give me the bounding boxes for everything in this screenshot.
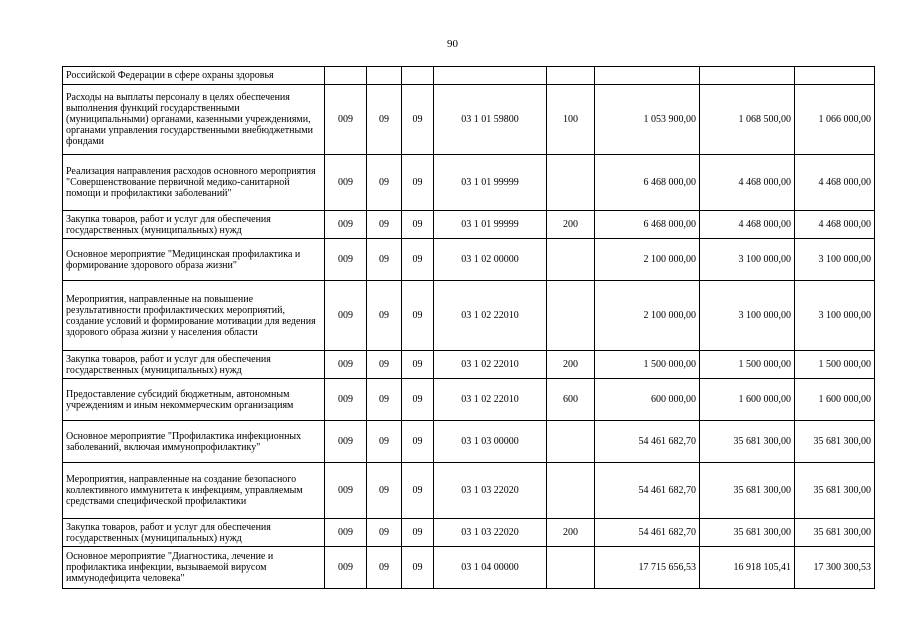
ministry-code-cell: 009	[325, 211, 367, 239]
amount-year3-cell: 4 468 000,00	[795, 211, 875, 239]
table-row	[63, 463, 875, 519]
section-code-cell: 09	[367, 547, 402, 589]
section-code-cell: 09	[367, 519, 402, 547]
table-row	[63, 67, 875, 85]
expense-type-cell: 200	[547, 351, 595, 379]
section-code-cell: 09	[367, 421, 402, 463]
amount-year3-cell: 3 100 000,00	[795, 281, 875, 351]
target-article-cell: 03 1 02 22010	[434, 281, 547, 351]
target-article-cell: 03 1 01 99999	[434, 211, 547, 239]
description-cell: Закупка товаров, работ и услуг для обеспечения государственных (муниципальных) нужд	[63, 211, 325, 239]
description-cell: Предоставление субсидий бюджетным, автономным учреждениям и иным некоммерческим организациям	[63, 379, 325, 421]
subsection-code-cell: 09	[402, 379, 434, 421]
table-row	[63, 519, 875, 547]
amount-year1-cell: 17 715 656,53	[595, 547, 700, 589]
target-article-cell: 03 1 03 22020	[434, 519, 547, 547]
target-article-cell: 03 1 02 00000	[434, 239, 547, 281]
table-row	[63, 379, 875, 421]
target-article-cell: 03 1 03 22020	[434, 463, 547, 519]
amount-year1-cell: 1 053 900,00	[595, 85, 700, 155]
ministry-code-cell: 009	[325, 281, 367, 351]
ministry-code-cell: 009	[325, 547, 367, 589]
amount-year2-cell: 35 681 300,00	[700, 519, 795, 547]
amount-year1-cell	[595, 67, 700, 85]
ministry-code-cell: 009	[325, 155, 367, 211]
expense-type-cell: 600	[547, 379, 595, 421]
description-cell: Российской Федерации в сфере охраны здоровья	[63, 67, 325, 85]
description-cell: Расходы на выплаты персоналу в целях обеспечения выполнения функций государственными (муниципальными) органами, казенными учреждениями, органами управления государственными внебюджетными фондами	[63, 85, 325, 155]
amount-year1-cell: 2 100 000,00	[595, 239, 700, 281]
subsection-code-cell: 09	[402, 155, 434, 211]
amount-year3-cell: 4 468 000,00	[795, 155, 875, 211]
expense-type-cell	[547, 67, 595, 85]
ministry-code-cell: 009	[325, 463, 367, 519]
ministry-code-cell: 009	[325, 519, 367, 547]
subsection-code-cell: 09	[402, 281, 434, 351]
amount-year2-cell: 35 681 300,00	[700, 421, 795, 463]
amount-year3-cell: 17 300 300,53	[795, 547, 875, 589]
amount-year1-cell: 54 461 682,70	[595, 519, 700, 547]
amount-year2-cell: 35 681 300,00	[700, 463, 795, 519]
description-cell: Мероприятия, направленные на повышение результативности профилактических мероприятий, создание условий и формирование мотивации для ведения здорового образа жизни у населения области	[63, 281, 325, 351]
subsection-code-cell: 09	[402, 351, 434, 379]
amount-year3-cell: 35 681 300,00	[795, 463, 875, 519]
budget-table	[62, 66, 875, 589]
section-code-cell	[367, 67, 402, 85]
expense-type-cell	[547, 547, 595, 589]
amount-year1-cell: 54 461 682,70	[595, 421, 700, 463]
target-article-cell	[434, 67, 547, 85]
table-row	[63, 547, 875, 589]
description-cell: Мероприятия, направленные на создание безопасного коллективного иммунитета к инфекциям, управляемым средствами специфической профилактики	[63, 463, 325, 519]
ministry-code-cell: 009	[325, 421, 367, 463]
amount-year2-cell: 1 500 000,00	[700, 351, 795, 379]
subsection-code-cell: 09	[402, 463, 434, 519]
subsection-code-cell: 09	[402, 85, 434, 155]
target-article-cell: 03 1 01 99999	[434, 155, 547, 211]
ministry-code-cell: 009	[325, 85, 367, 155]
expense-type-cell	[547, 421, 595, 463]
section-code-cell: 09	[367, 351, 402, 379]
section-code-cell: 09	[367, 239, 402, 281]
expense-type-cell	[547, 281, 595, 351]
target-article-cell: 03 1 04 00000	[434, 547, 547, 589]
amount-year3-cell: 35 681 300,00	[795, 519, 875, 547]
amount-year3-cell: 1 600 000,00	[795, 379, 875, 421]
amount-year1-cell: 6 468 000,00	[595, 211, 700, 239]
description-cell: Основное мероприятие "Медицинская профилактика и формирование здорового образа жизни"	[63, 239, 325, 281]
expense-type-cell: 200	[547, 519, 595, 547]
table-row	[63, 421, 875, 463]
subsection-code-cell: 09	[402, 421, 434, 463]
ministry-code-cell: 009	[325, 239, 367, 281]
description-cell: Закупка товаров, работ и услуг для обеспечения государственных (муниципальных) нужд	[63, 519, 325, 547]
expense-type-cell	[547, 155, 595, 211]
amount-year3-cell: 1 500 000,00	[795, 351, 875, 379]
expense-type-cell	[547, 239, 595, 281]
ministry-code-cell: 009	[325, 351, 367, 379]
table-row	[63, 281, 875, 351]
table-row	[63, 155, 875, 211]
amount-year2-cell: 3 100 000,00	[700, 281, 795, 351]
amount-year1-cell: 54 461 682,70	[595, 463, 700, 519]
amount-year1-cell: 1 500 000,00	[595, 351, 700, 379]
description-cell: Закупка товаров, работ и услуг для обеспечения государственных (муниципальных) нужд	[63, 351, 325, 379]
amount-year3-cell	[795, 67, 875, 85]
target-article-cell: 03 1 03 00000	[434, 421, 547, 463]
table-row	[63, 239, 875, 281]
section-code-cell: 09	[367, 211, 402, 239]
subsection-code-cell: 09	[402, 211, 434, 239]
amount-year1-cell: 600 000,00	[595, 379, 700, 421]
table-row	[63, 85, 875, 155]
amount-year2-cell: 4 468 000,00	[700, 211, 795, 239]
description-cell: Реализация направления расходов основного мероприятия "Совершенствование первичной медико-санитарной помощи и профилактики заболеваний"	[63, 155, 325, 211]
section-code-cell: 09	[367, 281, 402, 351]
amount-year2-cell: 1 068 500,00	[700, 85, 795, 155]
section-code-cell: 09	[367, 85, 402, 155]
expense-type-cell	[547, 463, 595, 519]
subsection-code-cell: 09	[402, 239, 434, 281]
ministry-code-cell	[325, 67, 367, 85]
amount-year2-cell: 1 600 000,00	[700, 379, 795, 421]
amount-year3-cell: 3 100 000,00	[795, 239, 875, 281]
subsection-code-cell: 09	[402, 519, 434, 547]
page-number: 90	[447, 38, 458, 50]
target-article-cell: 03 1 01 59800	[434, 85, 547, 155]
amount-year2-cell: 3 100 000,00	[700, 239, 795, 281]
ministry-code-cell: 009	[325, 379, 367, 421]
amount-year1-cell: 6 468 000,00	[595, 155, 700, 211]
section-code-cell: 09	[367, 463, 402, 519]
amount-year3-cell: 1 066 000,00	[795, 85, 875, 155]
target-article-cell: 03 1 02 22010	[434, 379, 547, 421]
expense-type-cell: 100	[547, 85, 595, 155]
table-row	[63, 211, 875, 239]
description-cell: Основное мероприятие "Профилактика инфекционных заболеваний, включая иммунопрофилактику"	[63, 421, 325, 463]
amount-year3-cell: 35 681 300,00	[795, 421, 875, 463]
section-code-cell: 09	[367, 155, 402, 211]
amount-year2-cell: 4 468 000,00	[700, 155, 795, 211]
description-cell: Основное мероприятие "Диагностика, лечение и профилактика инфекции, вызываемой вирусом иммунодефицита человека"	[63, 547, 325, 589]
target-article-cell: 03 1 02 22010	[434, 351, 547, 379]
table-row	[63, 351, 875, 379]
amount-year2-cell	[700, 67, 795, 85]
section-code-cell: 09	[367, 379, 402, 421]
amount-year1-cell: 2 100 000,00	[595, 281, 700, 351]
subsection-code-cell: 09	[402, 547, 434, 589]
expense-type-cell: 200	[547, 211, 595, 239]
subsection-code-cell	[402, 67, 434, 85]
amount-year2-cell: 16 918 105,41	[700, 547, 795, 589]
